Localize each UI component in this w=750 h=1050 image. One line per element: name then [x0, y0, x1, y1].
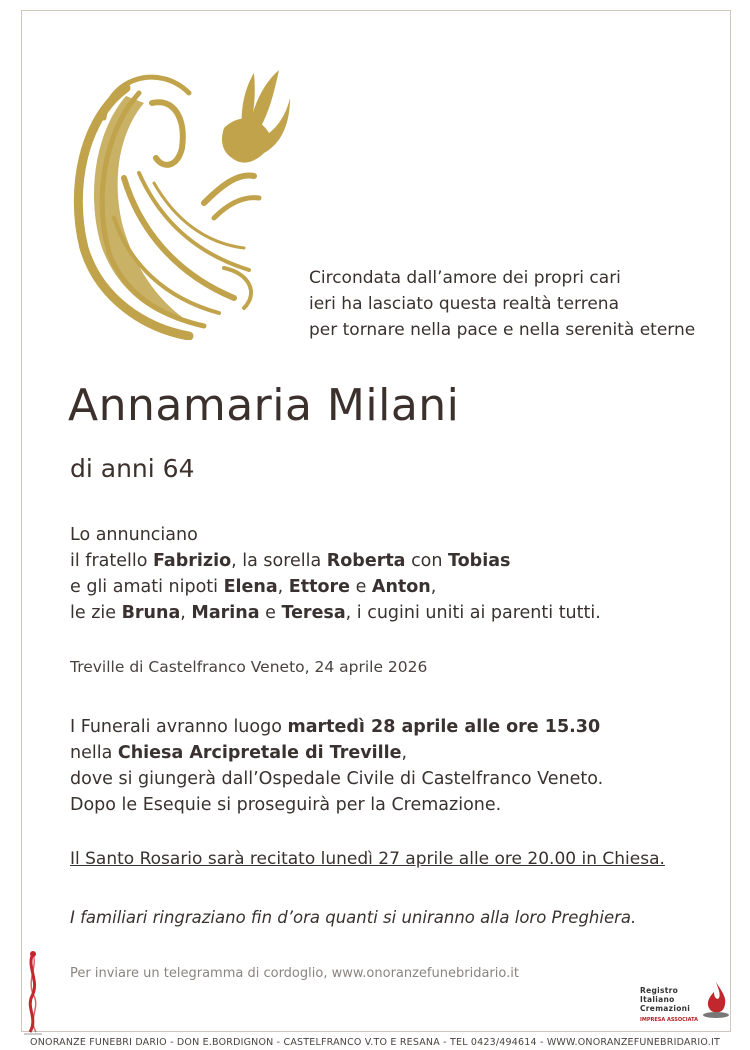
announcement-line [70, 548, 601, 574]
intro-line: ieri ha lasciato questa realtà terrena [309, 294, 620, 314]
text-run: e [259, 603, 282, 623]
intro-line: per tornare nella pace e nella serenità eterne [309, 320, 696, 340]
text-run: , [430, 577, 437, 597]
text-run: , [401, 743, 408, 763]
funeral-line [70, 740, 603, 766]
text-run: , [277, 577, 289, 597]
registro-line: Italiano [640, 995, 675, 1004]
funeral-line [70, 714, 603, 740]
registro-logo [640, 980, 732, 1028]
text-run: e gli amati nipoti [70, 577, 224, 597]
registro-line: Cremazioni [640, 1004, 691, 1013]
registro-sub: IMPRESA ASSOCIATA [640, 1017, 698, 1023]
relative-name: Marina [191, 603, 260, 623]
relative-name: Elena [223, 577, 278, 597]
relative-name: Bruna [121, 603, 181, 623]
text-run: con [405, 551, 449, 571]
announcement-line [70, 574, 601, 600]
ribbon-icon [20, 946, 46, 1036]
text-run: I Funerali avranno luogo [70, 717, 288, 737]
text-run: , [180, 603, 192, 623]
text-run: , i cugini uniti ai parenti tutti. [345, 603, 601, 623]
registro-text [640, 986, 690, 1013]
funeral-datetime: martedì 28 aprile alle ore 15.30 [287, 717, 601, 737]
funeral-line: Dopo le Esequie si proseguirà per la Cremazione. [70, 795, 502, 815]
relative-name: Fabrizio [153, 551, 232, 571]
funeral-block [70, 714, 603, 818]
relative-name: Roberta [326, 551, 406, 571]
text-run: e [350, 577, 372, 597]
deceased-age: di anni 64 [70, 454, 195, 483]
registro-line: Registro [640, 986, 679, 995]
announcement-line [70, 600, 601, 626]
funeral-line: dove si giungerà dall’Ospedale Civile di Castelfranco Veneto. [70, 769, 604, 789]
text-run: il fratello [70, 551, 153, 571]
intro-text [309, 265, 695, 343]
telegram-link[interactable]: Per inviare un telegramma di cordoglio, www.onoranzefunebridario.it [70, 966, 519, 981]
announcement-line: Lo annunciano [70, 525, 198, 545]
announcement-block [70, 522, 601, 626]
relative-name: Tobias [448, 551, 511, 571]
text-run: nella [70, 743, 118, 763]
place-date: Treville di Castelfranco Veneto, 24 aprile 2026 [70, 658, 428, 676]
relative-name: Teresa [281, 603, 346, 623]
madonna-dove-illustration [64, 58, 292, 340]
relative-name: Anton [371, 577, 431, 597]
flame-icon [700, 980, 732, 1020]
text-run: , la sorella [231, 551, 327, 571]
relative-name: Ettore [288, 577, 351, 597]
rosario-notice: Il Santo Rosario sarà recitato lunedì 27 aprile alle ore 20.00 in Chiesa. [70, 849, 665, 869]
footer: ONORANZE FUNEBRI DARIO - DON E.BORDIGNON - CASTELFRANCO V.TO E RESANA - TEL 0423/494614 - WWW.ONORANZEFUNEBRIDARIO.IT [30, 1037, 720, 1048]
deceased-name: Annamaria Milani [68, 380, 460, 431]
intro-line: Circondata dall’amore dei propri cari [309, 268, 621, 288]
text-run: le zie [70, 603, 122, 623]
thanks-text: I familiari ringraziano fin d’ora quanti si uniranno alla loro Preghiera. [70, 908, 637, 927]
church-name: Chiesa Arcipretale di Treville [117, 743, 402, 763]
